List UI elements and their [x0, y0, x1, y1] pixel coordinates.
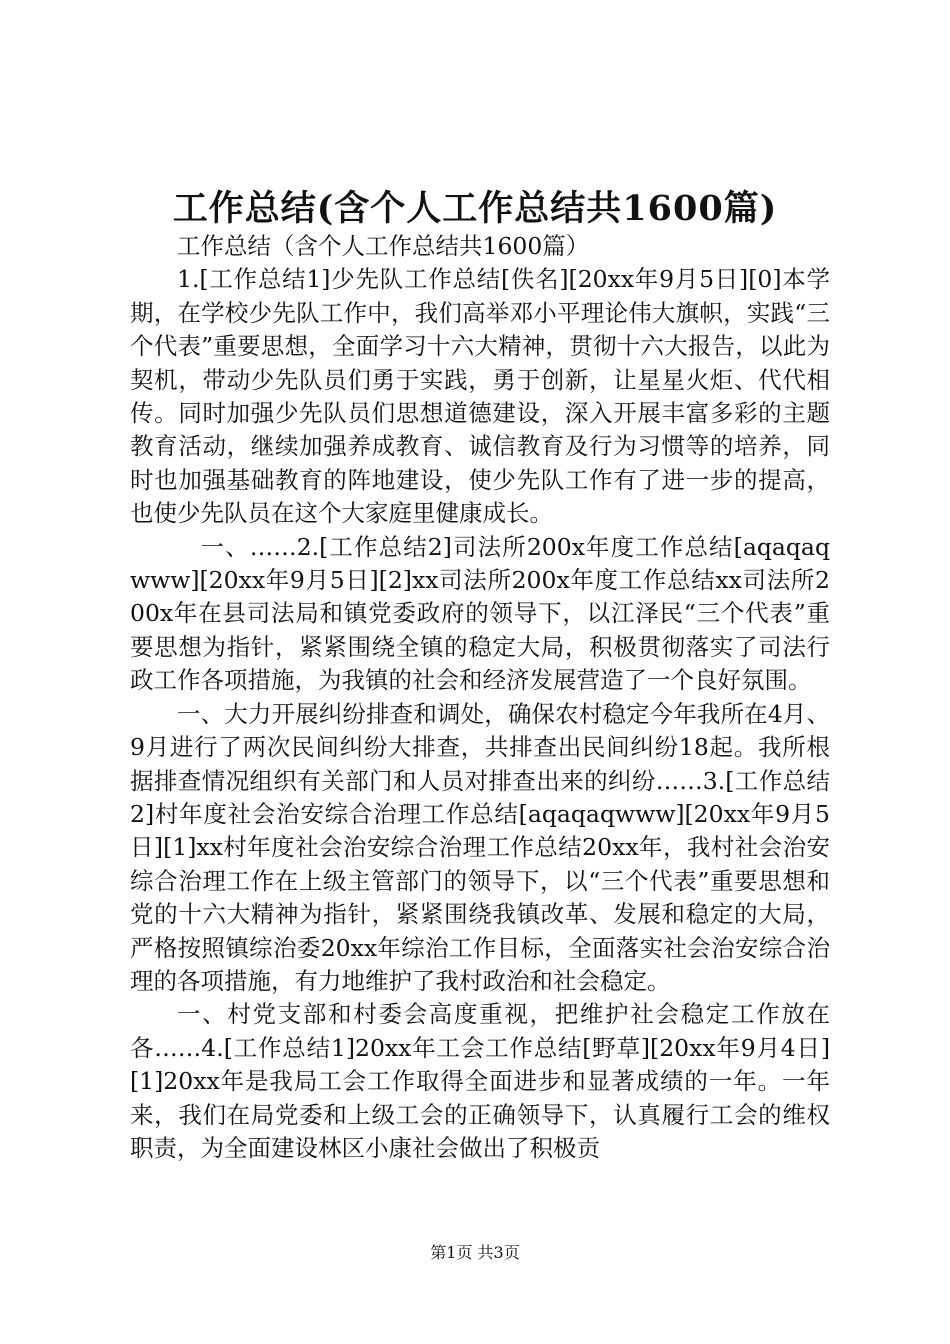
- body-paragraph-item-3: 一、大力开展纠纷排查和调处，确保农村稳定今年我所在4月、9月进行了两次民间纠纷大排查，共排查出民间纠纷18起。我所根据排查情况组织有关部门和人员对排查出来的纠纷……3.[工作总结2]村年度社会治安综合治理工作总结[aqaqaqwww][20xx年9月5日][1]xx村年度社会治安综合治理工作总结20xx年，我村社会治安综合治理工作在上级主管部门的领导下，以“三个代表”重要思想和党的十六大精神为指针，紧紧围绕我镇改革、发展和稳定的大局，严格按照镇综治委20xx年综治工作目标，全面落实社会治安综合治理的各项措施，有力地维护了我村政治和社会稳定。: [130, 699, 830, 995]
- document-title: 工作总结(含个人工作总结共1600篇): [172, 188, 778, 229]
- body-paragraph-heading: 工作总结（含个人工作总结共1600篇）: [177, 232, 590, 260]
- document-body: [130, 230, 830, 1165]
- body-paragraph-item-2: 一、……2.[工作总结2]司法所200x年度工作总结[aqaqaqwww][20xx年9月5日][2]xx司法所200x年度工作总结xx司法所200x年在县司法局和镇党委政府的领导下，以江泽民“三个代表”重要思想为指针，紧紧围绕全镇的稳定大局，积极贯彻落实了司法行政工作各项措施，为我镇的社会和经济发展营造了一个良好氛围。: [130, 532, 830, 695]
- page-number-footer: 第1页 共3页: [430, 1243, 520, 1262]
- body-paragraph-item-1: 1.[工作总结1]少先队工作总结[佚名][20xx年9月5日][0]本学期，在学校少先队工作中，我们高举邓小平理论伟大旗帜，实践“三个代表”重要思想，全面学习十六大精神，贯彻十六大报告，以此为契机，带动少先队员们勇于实践，勇于创新，让星星火炬、代代相传。同时加强少先队员们思想道德建设，深入开展丰富多彩的主题教育活动，继续加强养成教育、诚信教育及行为习惯等的培养，同时也加强基础教育的阵地建设，使少先队工作有了进一步的提高，也使少先队员在这个大家庭里健康成长。: [130, 265, 830, 528]
- body-paragraph-item-4: 一、村党支部和村委会高度重视，把维护社会稳定工作放在各……4.[工作总结1]20xx年工会工作总结[野草][20xx年9月4日][1]20xx年是我局工会工作取得全面进步和显著成绩的一年。一年来，我们在局党委和上级工会的正确领导下，认真履行工会的维权职责，为全面建设林区小康社会做出了积极贡: [130, 1000, 830, 1162]
